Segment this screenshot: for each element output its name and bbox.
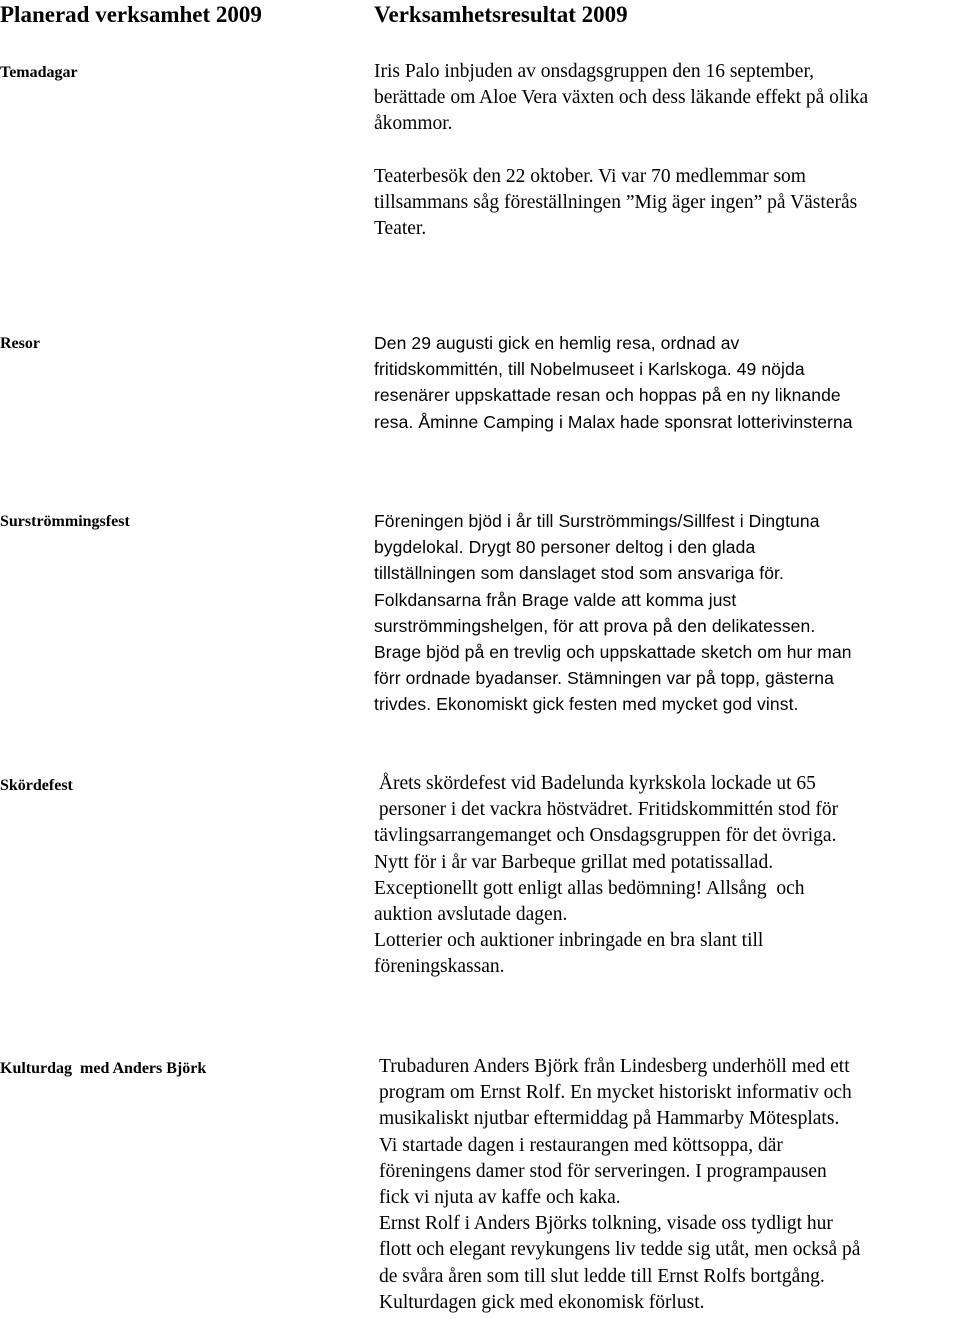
text-line: resa. Åminne Camping i Malax hade sponsrat lotterivinsterna — [374, 411, 853, 432]
text-line: Nytt för i år var Barbeque grillat med potatissallad. — [374, 851, 774, 873]
text-line: berättade om Aloe Vera växten och dess läkande effekt på olika — [374, 87, 869, 109]
section-body-surstromming — [374, 508, 852, 718]
text-line: tillsammans såg föreställningen ”Mig äger ingen” på Västerås — [374, 191, 858, 213]
text-line: Teater. — [374, 218, 427, 240]
text-line: Folkdansarna från Brage valde att komma just — [374, 589, 737, 610]
text-line: fick vi njuta av kaffe och kaka. — [379, 1187, 621, 1209]
section-body-temadagar — [374, 59, 868, 242]
section-label-skordefest: Skördefest — [0, 777, 73, 794]
text-line: bygdelokal. Drygt 80 personer deltog i den glada — [374, 537, 756, 558]
activity-results-header: Verksamhetsresultat 2009 — [374, 2, 628, 27]
text-line: trivdes. Ekonomiskt gick festen med mycket god vinst. — [374, 694, 799, 715]
section-label-resor: Resor — [0, 335, 40, 352]
text-line: Föreningen bjöd i år till Surströmmings/Sillfest i Dingtuna — [374, 511, 820, 531]
text-line: resenärer uppskattade resan och hoppas på en ny liknande — [374, 385, 841, 406]
planned-activities-header: Planerad verksamhet 2009 — [0, 2, 262, 27]
text-line: Den 29 augusti gick en hemlig resa, ordnad av — [374, 333, 740, 353]
text-line: Brage bjöd på en trevlig och uppskattade sketch om hur man — [374, 642, 852, 663]
text-line: fritidskommittén, till Nobelmuseet i Karlskoga. 49 nöjda — [374, 359, 805, 380]
text-line: Teaterbesök den 22 oktober. Vi var 70 medlemmar som — [374, 165, 806, 187]
text-line: surströmmingshelgen, för att prova på den delikatessen. — [374, 615, 816, 636]
section-body-skordefest — [374, 771, 838, 981]
section-label-surstromming: Surströmmingsfest — [0, 513, 130, 530]
text-line: föreningens damer stod för serveringen. I programpausen — [379, 1160, 827, 1182]
text-line: tillställningen som danslaget stod som ansvariga för. — [374, 563, 784, 584]
section-label-kulturdag: Kulturdag med Anders Björk — [0, 1060, 207, 1077]
text-line: Lotterier och auktioner inbringade en bra slant till — [374, 930, 764, 952]
text-line: Trubaduren Anders Björk från Lindesberg underhöll med ett — [379, 1056, 850, 1077]
text-line: auktion avslutade dagen. — [374, 904, 568, 926]
text-line: Ernst Rolf i Anders Björks tolkning, visade oss tydligt hur — [379, 1213, 833, 1235]
text-line: föreningskassan. — [374, 956, 505, 978]
text-line: program om Ernst Rolf. En mycket historiskt informativ och — [379, 1082, 852, 1104]
text-line: förr ordnade byadanser. Stämningen var på topp, gästerna — [374, 668, 834, 689]
text-line: flott och elegant revykungens liv tedde sig utåt, men också på — [379, 1239, 861, 1261]
text-line: Iris Palo inbjuden av onsdagsgruppen den 16 september, — [374, 61, 815, 82]
section-body-kulturdag — [379, 1054, 860, 1316]
text-line: tävlingsarrangemanget och Onsdagsgruppen för det övriga. — [374, 825, 837, 847]
section-body-resor — [374, 330, 853, 435]
section-label-temadagar: Temadagar — [0, 64, 78, 81]
text-line: Exceptionellt gott enligt allas bedömning! Allsång och — [374, 877, 805, 899]
text-line: personer i det vackra höstvädret. Fritidskommittén stod för — [374, 799, 839, 821]
text-line: Vi startade dagen i restaurangen med köttsoppa, där — [379, 1134, 783, 1156]
text-line: åkommor. — [374, 113, 453, 135]
text-line: Kulturdagen gick med ekonomisk förlust. — [379, 1291, 705, 1313]
text-line: Årets skördefest vid Badelunda kyrkskola lockade ut 65 — [374, 773, 816, 794]
text-line: musikaliskt njutbar eftermiddag på Hammarby Mötesplats. — [379, 1108, 840, 1130]
text-line: de svåra åren som till slut ledde till Ernst Rolfs bortgång. — [379, 1265, 825, 1287]
